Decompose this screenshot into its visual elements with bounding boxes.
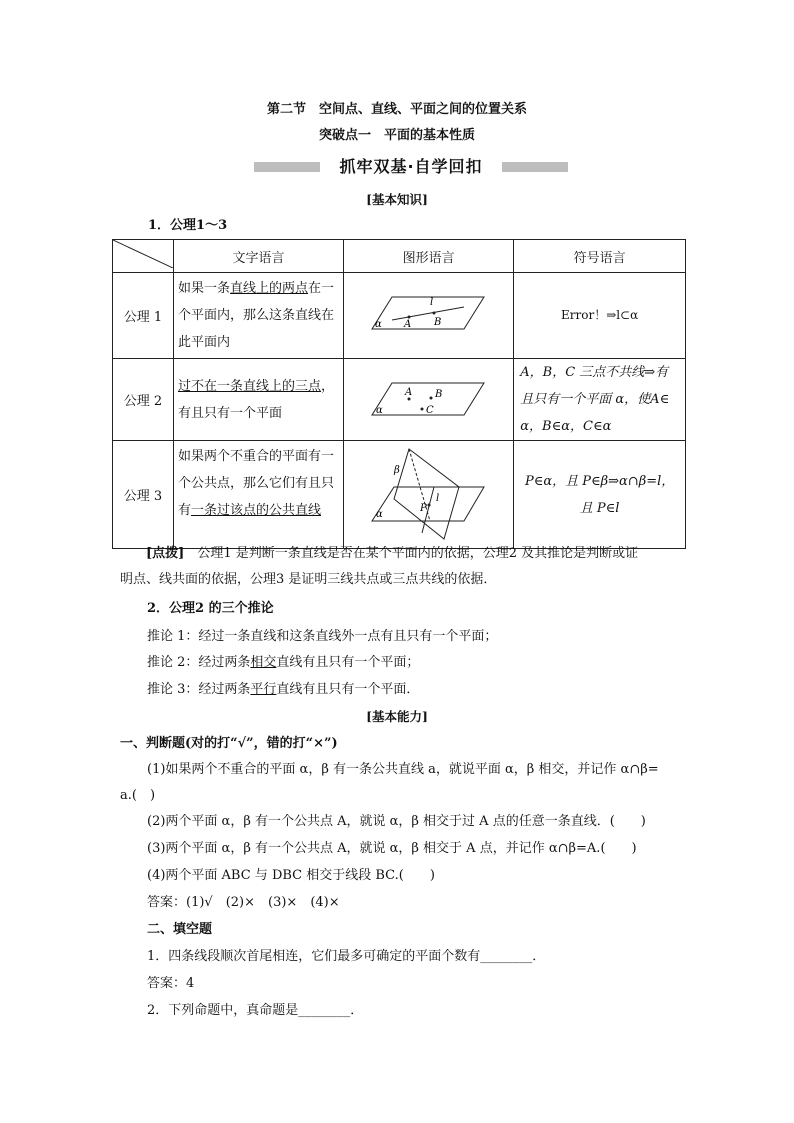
axiom2-text: 过不在一条直线上的三点，有且只有一个平面 (174, 359, 344, 441)
svg-text:α: α (374, 318, 382, 330)
svg-text:B: B (433, 316, 441, 328)
header-figure-lang: 图形语言 (343, 240, 513, 273)
question-4: (4)两个平面 ABC 与 DBC 相交于线段 BC.( ) (147, 868, 435, 883)
header-symbol-lang: 符号语言 (514, 240, 686, 273)
svg-text:l: l (435, 492, 439, 504)
axiom3-text: 如果两个不重合的平面有一个公共点，那么它们有且只有一条过该点的公共直线 (174, 441, 344, 549)
axiom1-symbol: Error！⇒l⊂α (514, 273, 686, 359)
axiom3-figure (343, 441, 513, 549)
row-label: 公理 2 (113, 359, 174, 441)
svg-text:A: A (404, 386, 412, 398)
plane-with-line-diagram (364, 289, 494, 339)
svg-text:A: A (403, 318, 411, 330)
banner-text: 抓牢双基·自学回扣 (339, 157, 483, 176)
banner-bar-right (502, 162, 568, 172)
axiom1-text: 如果一条直线上的两点在一个平面内，那么这条直线在此平面内 (174, 273, 344, 359)
fill-question-2: 2．下列命题中，真命题是________． (147, 1003, 364, 1018)
item1-title: 1．公理1～3 (148, 218, 228, 233)
table-corner-cell (113, 240, 174, 273)
axiom-table (112, 239, 686, 549)
svg-text:P: P (419, 502, 427, 514)
two-planes-intersect-diagram (364, 443, 494, 543)
tip-paragraph: [点拨] 公理1 是判断一条直线是否在某个平面内的依据，公理2 及其推论是判断或证 明点、线共面的依据，公理3 是证明三线共点或三点共线的依据． (120, 546, 639, 587)
part2-title: 二、填空题 (147, 922, 213, 937)
fill-question-1: 1．四条线段顺次首尾相连，它们最多可确定的平面个数有________． (147, 949, 546, 964)
svg-text:B: B (434, 388, 442, 400)
basic-knowledge-heading: [基本知识] (366, 192, 428, 207)
basic-ability-heading: [基本能力] (366, 709, 428, 724)
question-2: (2)两个平面 α，β 有一个公共点 A，就说 α，β 相交于过 A 点的任意一条直线．( ) (147, 814, 646, 829)
row-label: 公理 3 (113, 441, 174, 549)
table-row-axiom2 (113, 359, 686, 441)
svg-text:C: C (425, 404, 434, 416)
svg-text:l: l (429, 296, 433, 308)
axiom3-symbol: P∈α，且 P∈β⇒α∩β=l， 且 P∈l (514, 441, 686, 549)
question-3: (3)两个平面 α，β 有一个公共点 A，就说 α，β 相交于 A 点，并记作 α∩β=A.( ) (147, 841, 637, 856)
answer-1: 答案：(1)√ (2)× (3)× (4)× (147, 895, 340, 910)
banner (254, 154, 568, 180)
corollary-3: 推论 3：经过两条平行直线有且只有一个平面． (147, 682, 420, 697)
row-label: 公理 1 (113, 273, 174, 359)
axiom1-figure (343, 273, 513, 359)
corollary-1: 推论 1：经过一条直线和这条直线外一点有且只有一个平面； (147, 629, 498, 644)
plane-three-points-diagram (364, 373, 494, 423)
header-text-lang: 文字语言 (174, 240, 344, 273)
tip-label: [点拨] (146, 546, 185, 561)
svg-text:β: β (393, 464, 400, 476)
item2-title: 2．公理2 的三个推论 (147, 601, 274, 616)
banner-bar-left (254, 162, 320, 172)
question-1-line1: (1)如果两个不重合的平面 α，β 有一条公共直线 a，就说平面 α，β 相交，并记作 α∩β= (147, 762, 659, 777)
axiom2-figure (343, 359, 513, 441)
axiom2-symbol: A，B，C 三点不共线⇒有 且只有一个平面 α，使A∈ α，B∈α，C∈α (514, 359, 686, 441)
table-row-axiom1 (113, 273, 686, 359)
table-row-axiom3 (113, 441, 686, 549)
question-1-line2: a.( ) (120, 788, 156, 803)
answer-2: 答案：4 (147, 976, 195, 991)
svg-text:α: α (375, 508, 383, 520)
diagonal-line (113, 240, 173, 268)
section-title: 第二节 空间点、直线、平面之间的位置关系 (266, 102, 527, 117)
part1-title: 一、判断题(对的打“√”，错的打“×”) (120, 736, 338, 751)
subsection-title: 突破点一 平面的基本性质 (318, 128, 475, 143)
svg-text:α: α (375, 404, 383, 416)
corollary-2: 推论 2：经过两条相交直线有且只有一个平面； (147, 655, 420, 670)
